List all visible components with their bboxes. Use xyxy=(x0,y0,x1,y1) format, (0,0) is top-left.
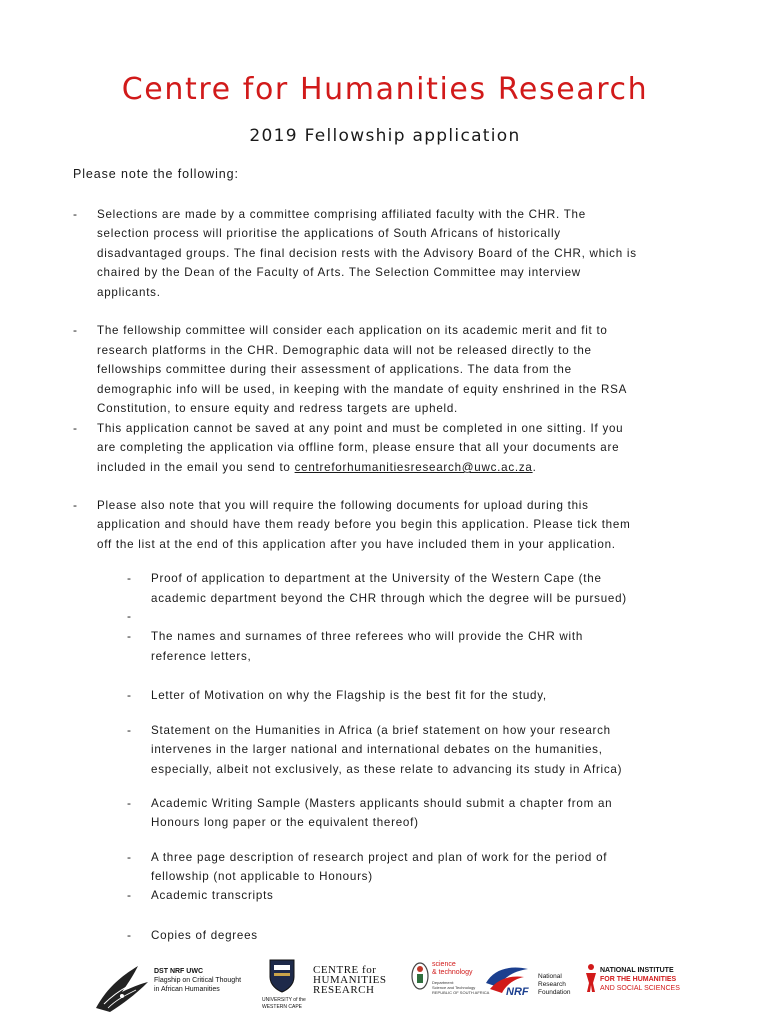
section-3-line: This application cannot be saved at any point and must be completed in one sitting. If you xyxy=(97,422,624,435)
section-1-line: applicants. xyxy=(97,286,161,299)
flagship-bird-icon xyxy=(92,960,152,1015)
dst-science-line: Science and Technology xyxy=(432,985,476,990)
document-item-line: Academic transcripts xyxy=(151,889,274,902)
dst-science-line: science xyxy=(432,961,456,968)
section-3-period: . xyxy=(532,461,537,474)
chr-logo-line: RESEARCH xyxy=(313,984,375,996)
document-item-line: Academic Writing Sample (Masters applicants should submit a chapter from an xyxy=(151,797,613,810)
nihss-logo-line: AND SOCIAL SCIENCES xyxy=(600,985,680,992)
bullet-dash: - xyxy=(73,421,77,435)
bullet-dash: - xyxy=(73,207,77,221)
page-subtitle: 2019 Fellowship application xyxy=(249,126,521,146)
document-item-line: Proof of application to department at the University of the Western Cape (the xyxy=(151,572,602,585)
coat-of-arms-icon xyxy=(410,961,430,991)
document-item-line: fellowship (not applicable to Honours) xyxy=(151,870,373,883)
dst-science-line: Department: xyxy=(432,980,455,985)
nrf-logo-line: National xyxy=(538,973,562,980)
document-item-line: especially, albeit not exclusively, as these relate to advancing its study in Africa) xyxy=(151,763,623,776)
dst-logo-line: in African Humanities xyxy=(154,986,220,993)
intro-text: Please note the following: xyxy=(73,167,239,181)
chr-logo xyxy=(313,965,393,1005)
document-item-line: intervenes in the larger national and international debates on the humanities, xyxy=(151,743,603,756)
dst-logo-line: Flagship on Critical Thought xyxy=(154,977,242,984)
section-2-line: research platforms in the CHR. Demographic data will not be released directly to the xyxy=(97,344,592,357)
nrf-logo xyxy=(484,963,574,1011)
section-3-line: are completing the application via offline form, please ensure that all your documents are xyxy=(97,441,620,454)
section-2-line: demographic info will be used, in keeping with the mandate of equity enshrined in the RSA xyxy=(97,383,628,396)
nrf-logo-line: Foundation xyxy=(538,989,571,996)
uwc-crest-logo xyxy=(262,959,304,1015)
bullet-dash: - xyxy=(127,629,131,643)
email-link[interactable]: centreforhumanitiesresearch@uwc.ac.za xyxy=(294,461,533,474)
document-item-line: Honours long paper or the equivalent thereof) xyxy=(151,816,419,829)
dst-science-line: & technology xyxy=(432,969,473,976)
nihss-logo xyxy=(584,963,694,1003)
section-2-line: The fellowship committee will consider each application on its academic merit and fit to xyxy=(97,324,608,337)
section-2-line: fellowships committee during their assessment of applications. The data from the xyxy=(97,363,572,376)
dst-science-line: REPUBLIC OF SOUTH AFRICA xyxy=(432,990,490,995)
chr-logo-line: HUMANITIES xyxy=(313,974,387,986)
bullet-dash: - xyxy=(73,498,77,512)
bullet-dash: - xyxy=(127,609,131,623)
footer-logos xyxy=(0,955,770,1015)
document-item-line: The names and surnames of three referees who will provide the CHR with xyxy=(151,630,584,643)
nrf-logo-mark: NRF xyxy=(506,986,529,998)
bullet-dash: - xyxy=(127,850,131,864)
section-3-line xyxy=(97,458,537,477)
dst-logo-line: DST NRF UWC xyxy=(154,968,203,975)
section-1-line: Selections are made by a committee comprising affiliated faculty with the CHR. The xyxy=(97,208,586,221)
uwc-logo-line: UNIVERSITY of the xyxy=(262,997,306,1003)
dst-science-technology-logo xyxy=(410,961,490,1011)
uwc-logo-line: WESTERN CAPE xyxy=(262,1004,303,1010)
chr-logo-line: CENTRE for xyxy=(313,964,377,976)
bullet-dash: - xyxy=(127,688,131,702)
section-3-text: included in the email you send to xyxy=(97,461,295,474)
document-item-line: academic department beyond the CHR through which the degree will be pursued) xyxy=(151,592,627,605)
document-item-line: reference letters, xyxy=(151,650,252,663)
nihss-figure-icon xyxy=(584,963,598,993)
bullet-dash: - xyxy=(127,928,131,942)
bullet-dash: - xyxy=(127,888,131,902)
nrf-logo-line: Research xyxy=(538,981,566,988)
document-item-line: Copies of degrees xyxy=(151,929,258,942)
document-item-line: A three page description of research project and plan of work for the period of xyxy=(151,851,608,864)
section-1-line: chaired by the Dean of the Faculty of Arts. The Selection Committee may interview xyxy=(97,266,581,279)
uwc-shield-icon xyxy=(269,959,295,993)
section-2-line: Constitution, to ensure equity and redress targets are upheld. xyxy=(97,402,459,415)
document-item-line: Letter of Motivation on why the Flagship is the best fit for the study, xyxy=(151,689,547,702)
bullet-dash: - xyxy=(127,796,131,810)
section-1-line: selection process will prioritise the applications of South Africans of historically xyxy=(97,227,561,240)
nihss-logo-line: FOR THE HUMANITIES xyxy=(600,976,677,983)
document-item-line: Statement on the Humanities in Africa (a brief statement on how your research xyxy=(151,724,611,737)
bullet-dash: - xyxy=(127,571,131,585)
section-4-line: application and should have them ready before you begin this application. Please tick them xyxy=(97,518,631,531)
bullet-dash: - xyxy=(127,723,131,737)
dst-nrf-uwc-logo xyxy=(92,960,252,1015)
section-1-line: disadvantaged groups. The final decision rests with the Advisory Board of the CHR, which is xyxy=(97,247,637,260)
section-4-line: Please also note that you will require the following documents for upload during this xyxy=(97,499,589,512)
bullet-dash: - xyxy=(73,323,77,337)
page-title: Centre for Humanities Research xyxy=(121,72,649,107)
nihss-logo-line: NATIONAL INSTITUTE xyxy=(600,967,674,974)
section-4-line: off the list at the end of this application after you have included them in your application. xyxy=(97,538,616,551)
